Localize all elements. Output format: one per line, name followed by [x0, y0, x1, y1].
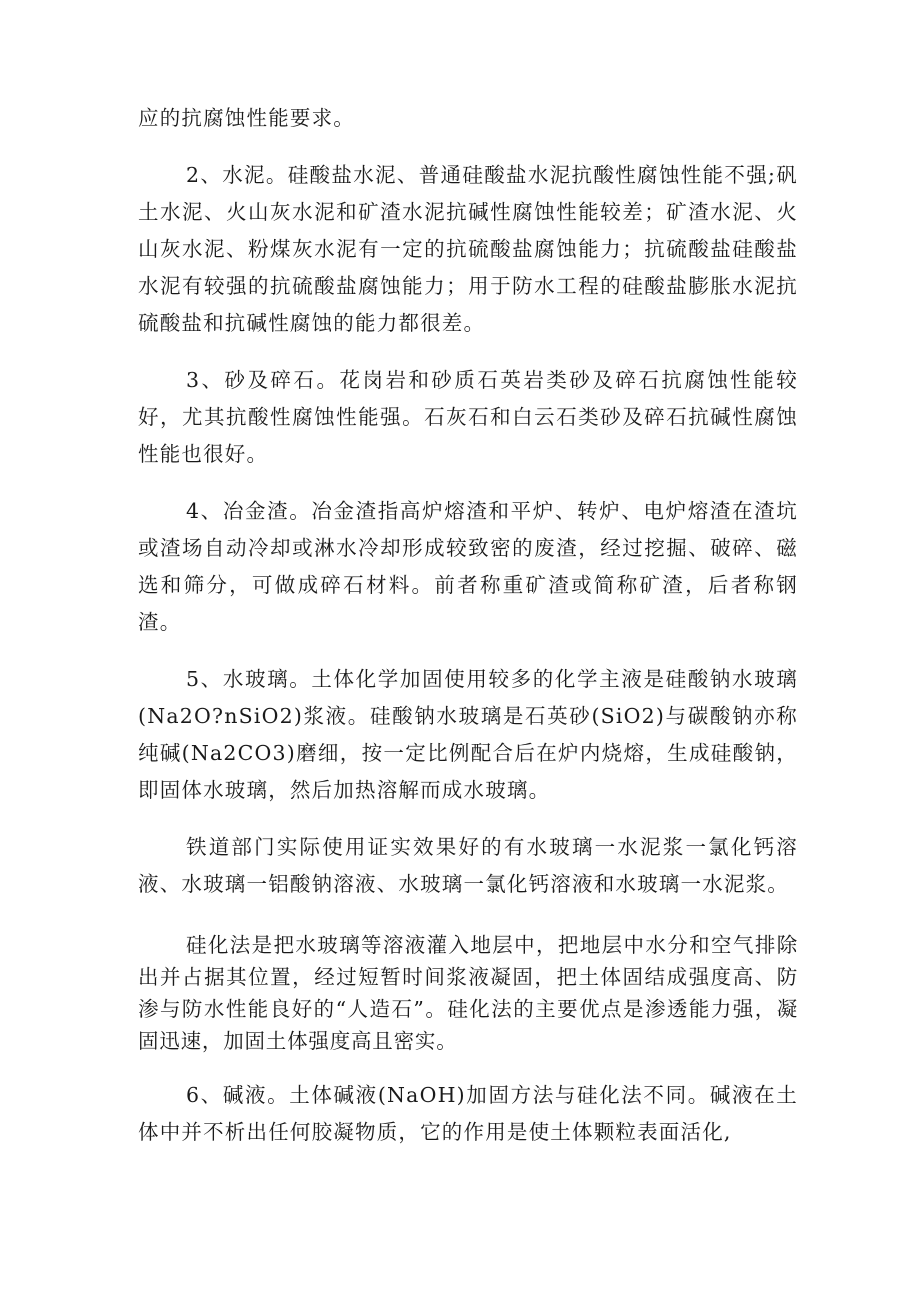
paragraph-silicification: 硅化法是把水玻璃等溶液灌入地层中，把地层中水分和空气排除出并占据其位置，经过短暂时间浆液凝固，把土体固结成强度高、防渗与防水性能良好的“人造石”。硅化法的主要优点是渗透能力强，凝固迅速，加固土体强度高且密实。 [138, 933, 798, 1053]
paragraph-alkali: 6、碱液。土体碱液(NaOH)加固方法与硅化法不同。碱液在土体中并不析出任何胶凝物质，它的作用是使土体颗粒表面活化, [138, 1083, 798, 1144]
paragraph-railway-usage: 铁道部门实际使用证实效果好的有水玻璃一水泥浆一氯化钙溶液、水玻璃一铝酸钠溶液、水玻璃一氯化钙溶液和水玻璃一水泥浆。 [138, 835, 798, 896]
paragraph-metallurgical-slag: 4、冶金渣。冶金渣指高炉熔渣和平炉、转炉、电炉熔渣在渣坑或渣场自动冷却或淋水冷却形成较致密的废渣，经过挖掘、破碎、磁选和筛分，可做成碎石材料。前者称重矿渣或简称矿渣，后者称钢渣。 [138, 499, 798, 634]
paragraph-sand-gravel: 3、砂及碎石。花岗岩和砂质石英岩类砂及碎石抗腐蚀性能较好，尤其抗酸性腐蚀性能强。石灰石和白云石类砂及碎石抗碱性腐蚀性能也很好。 [138, 368, 798, 466]
document-page [138, 100, 798, 1151]
paragraph-continuation: 应的抗腐蚀性能要求。 [138, 106, 355, 130]
paragraph-cement: 2、水泥。硅酸盐水泥、普通硅酸盐水泥抗酸性腐蚀性能不强;矾土水泥、火山灰水泥和矿渣水泥抗碱性腐蚀性能较差；矿渣水泥、火山灰水泥、粉煤灰水泥有一定的抗硫酸盐腐蚀能力；抗硫酸盐硅酸盐水泥有较强的抗硫酸盐腐蚀能力；用于防水工程的硅酸盐膨胀水泥抗硫酸盐和抗碱性腐蚀的能力都很差。 [138, 163, 798, 335]
paragraph-water-glass: 5、水玻璃。土体化学加固使用较多的化学主液是硅酸钠水玻璃(Na2O?nSiO2)浆液。硅酸钠水玻璃是石英砂(SiO2)与碳酸钠亦称纯碱(Na2CO3)磨细，按一定比例配合后在炉内烧熔，生成硅酸钠，即固体水玻璃，然后加热溶解而成水玻璃。 [138, 667, 798, 802]
